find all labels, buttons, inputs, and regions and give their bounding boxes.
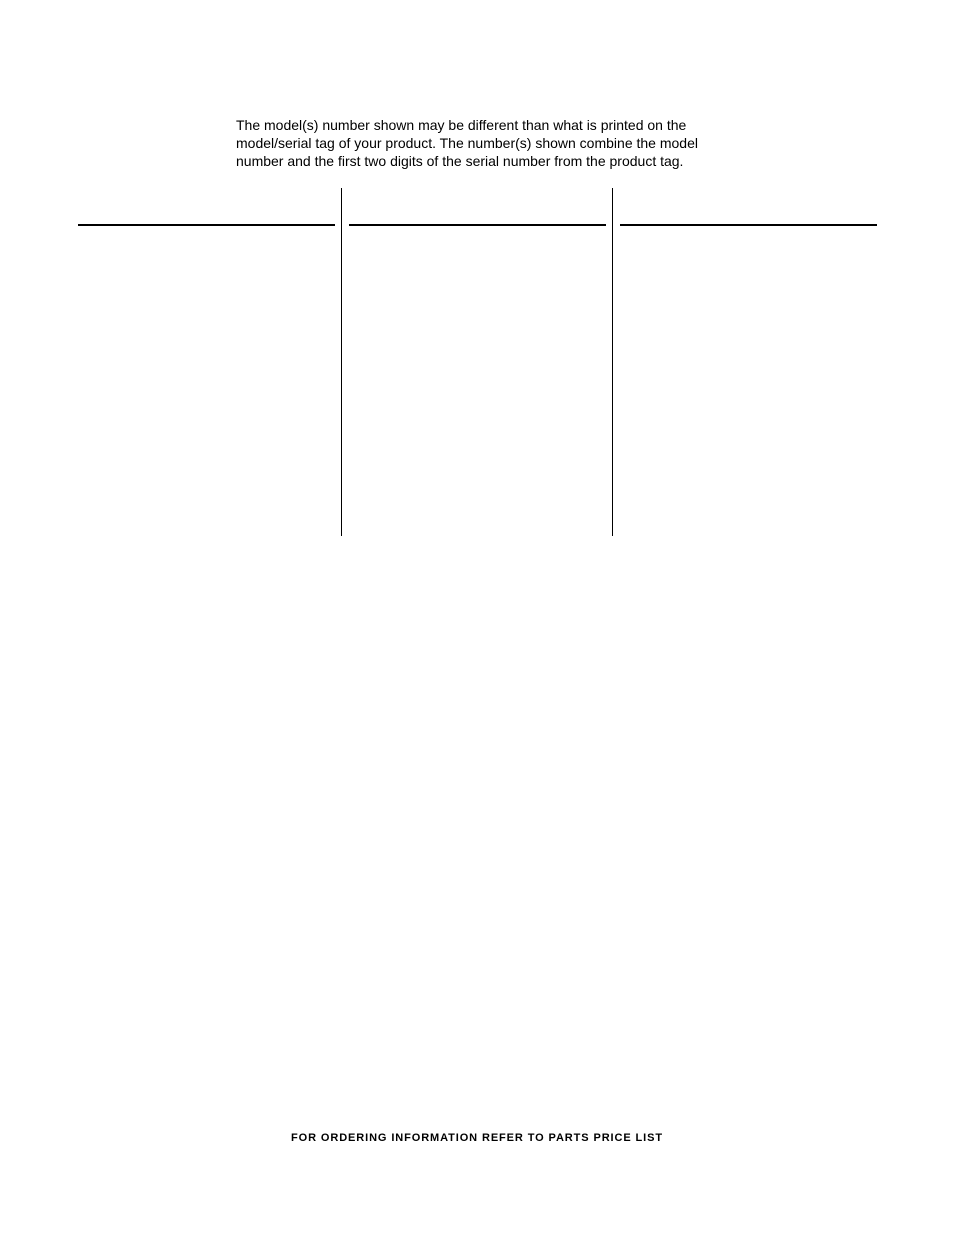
model-number-notice: [236, 116, 756, 170]
notice-line-3: number and the first two digits of the serial number from the product tag.: [236, 153, 684, 169]
column-divider-1: [341, 188, 342, 536]
notice-line-1: The model(s) number shown may be different than what is printed on the: [236, 117, 687, 133]
column-1-header-rule: [78, 224, 335, 226]
column-2-header-rule: [349, 224, 606, 226]
column-3-header-rule: [620, 224, 877, 226]
column-divider-2: [612, 188, 613, 536]
ordering-info-footer: FOR ORDERING INFORMATION REFER TO PARTS PRICE LIST: [291, 1132, 663, 1144]
notice-line-2: model/serial tag of your product. The number(s) shown combine the model: [236, 135, 698, 151]
